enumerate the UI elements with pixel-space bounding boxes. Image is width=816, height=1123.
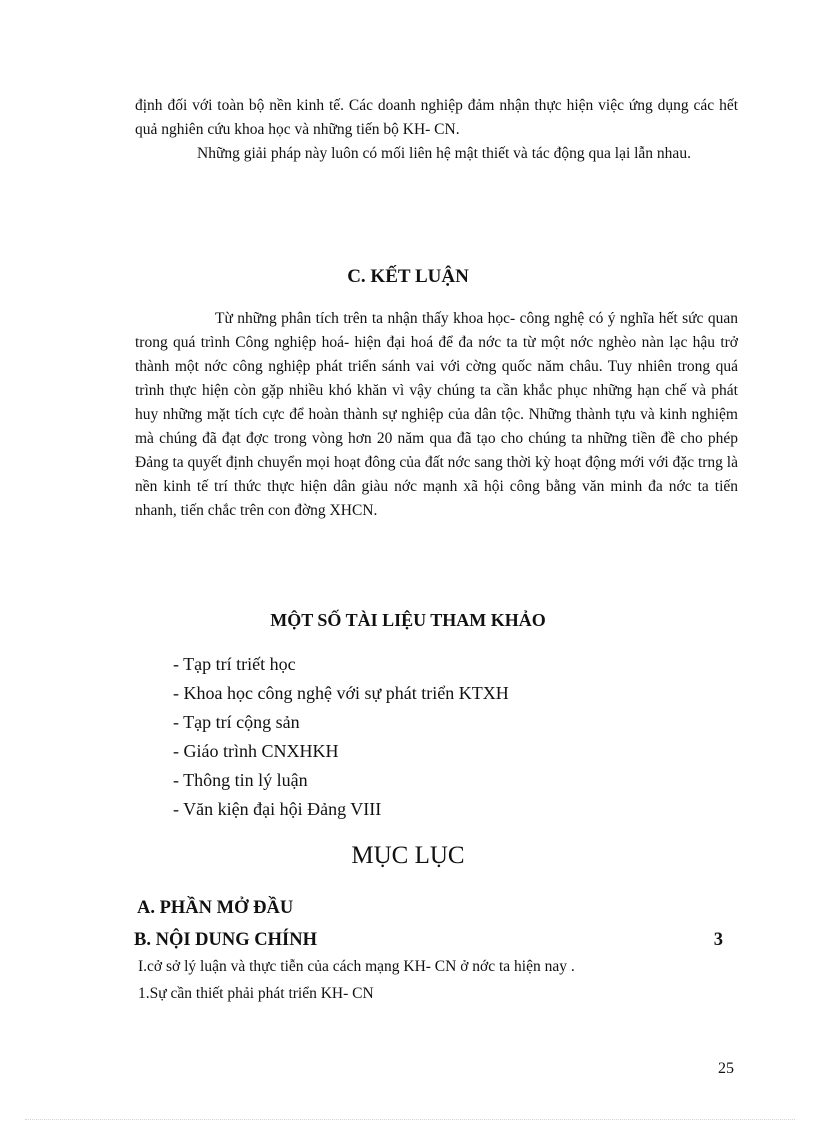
toc-subentry: I.cở sở lý luận và thực tiễn của cách mạng KH- CN ở nớc ta hiện nay . [138,958,575,975]
toc-subentry: 1.Sự cần thiết phải phát triển KH- CN [138,985,374,1002]
continuation-paragraph-1: định đối với toàn bộ nền kinh tế. Các doanh nghiệp đảm nhận thực hiện việc ứng dụng các hết quả nghiên cứu khoa học và những tiến bộ KH- CN. [135,97,738,138]
references-list [173,650,509,824]
reference-item: - Khoa học công nghệ với sự phát triển KTXH [173,683,509,703]
toc-entry-label: A. PHẦN MỞ ĐẦU [137,898,294,918]
toc-entry-label: B. NỘI DUNG CHÍNH [134,930,317,950]
references-heading: MỘT SỐ TÀI LIỆU THAM KHẢO [270,610,546,630]
reference-item: - Tạp trí cộng sản [173,712,300,732]
page-number: 25 [718,1060,734,1077]
conclusion-heading: C. KẾT LUẬN [347,266,469,287]
toc-heading: MỤC LỤC [351,842,465,869]
continuation-text [135,94,738,166]
page-bottom-divider [25,1119,795,1120]
conclusion-body [135,307,738,523]
reference-item: - Tạp trí triết học [173,654,296,674]
toc-entry-page: 3 [713,930,723,950]
conclusion-paragraph: Từ những phân tích trên ta nhận thấy khoa học- công nghệ có ý nghĩa hết sức quan trong quá trình Công nghiệp hoá- hiện đại hoá để đa nớc ta từ một nớc nghèo nàn lạc hậu trở thành một nớc công nghiệp phát triển sánh vai với cờng quốc năm châu. Tuy nhiên trong quá trình thực hiện còn gặp nhiều khó khăn vì vậy chúng ta cần khắc phục những hạn chế và phát huy những mặt tích cực để hoàn thành sự nghiệp của dân tộc. Những thành tựu và kinh nghiệm mà chúng đã đạt đợc trong vòng hơn 20 năm qua đã tạo cho chúng ta những tiền đề cho phép Đảng ta quyết định chuyển mọi hoạt đông của đất nớc sang thời kỳ hoạt động mới với đặc trng là nền kinh tế trí thức thực hiện dân giàu nớc mạnh xã hội công bằng văn minh đa nớc ta tiến nhanh, tiến chắc trên con đờng XHCN. [135,310,738,519]
reference-item: - Giáo trình CNXHKH [173,741,339,761]
toc-entry-b [134,930,723,951]
continuation-paragraph-2: Những giải pháp này luôn có mối liên hệ mật thiết và tác động qua lại lẫn nhau. [197,145,691,162]
reference-item: - Văn kiện đại hội Đảng VIII [173,799,382,819]
toc-entry-a [137,898,727,919]
reference-item: - Thông tin lý luận [173,770,308,790]
